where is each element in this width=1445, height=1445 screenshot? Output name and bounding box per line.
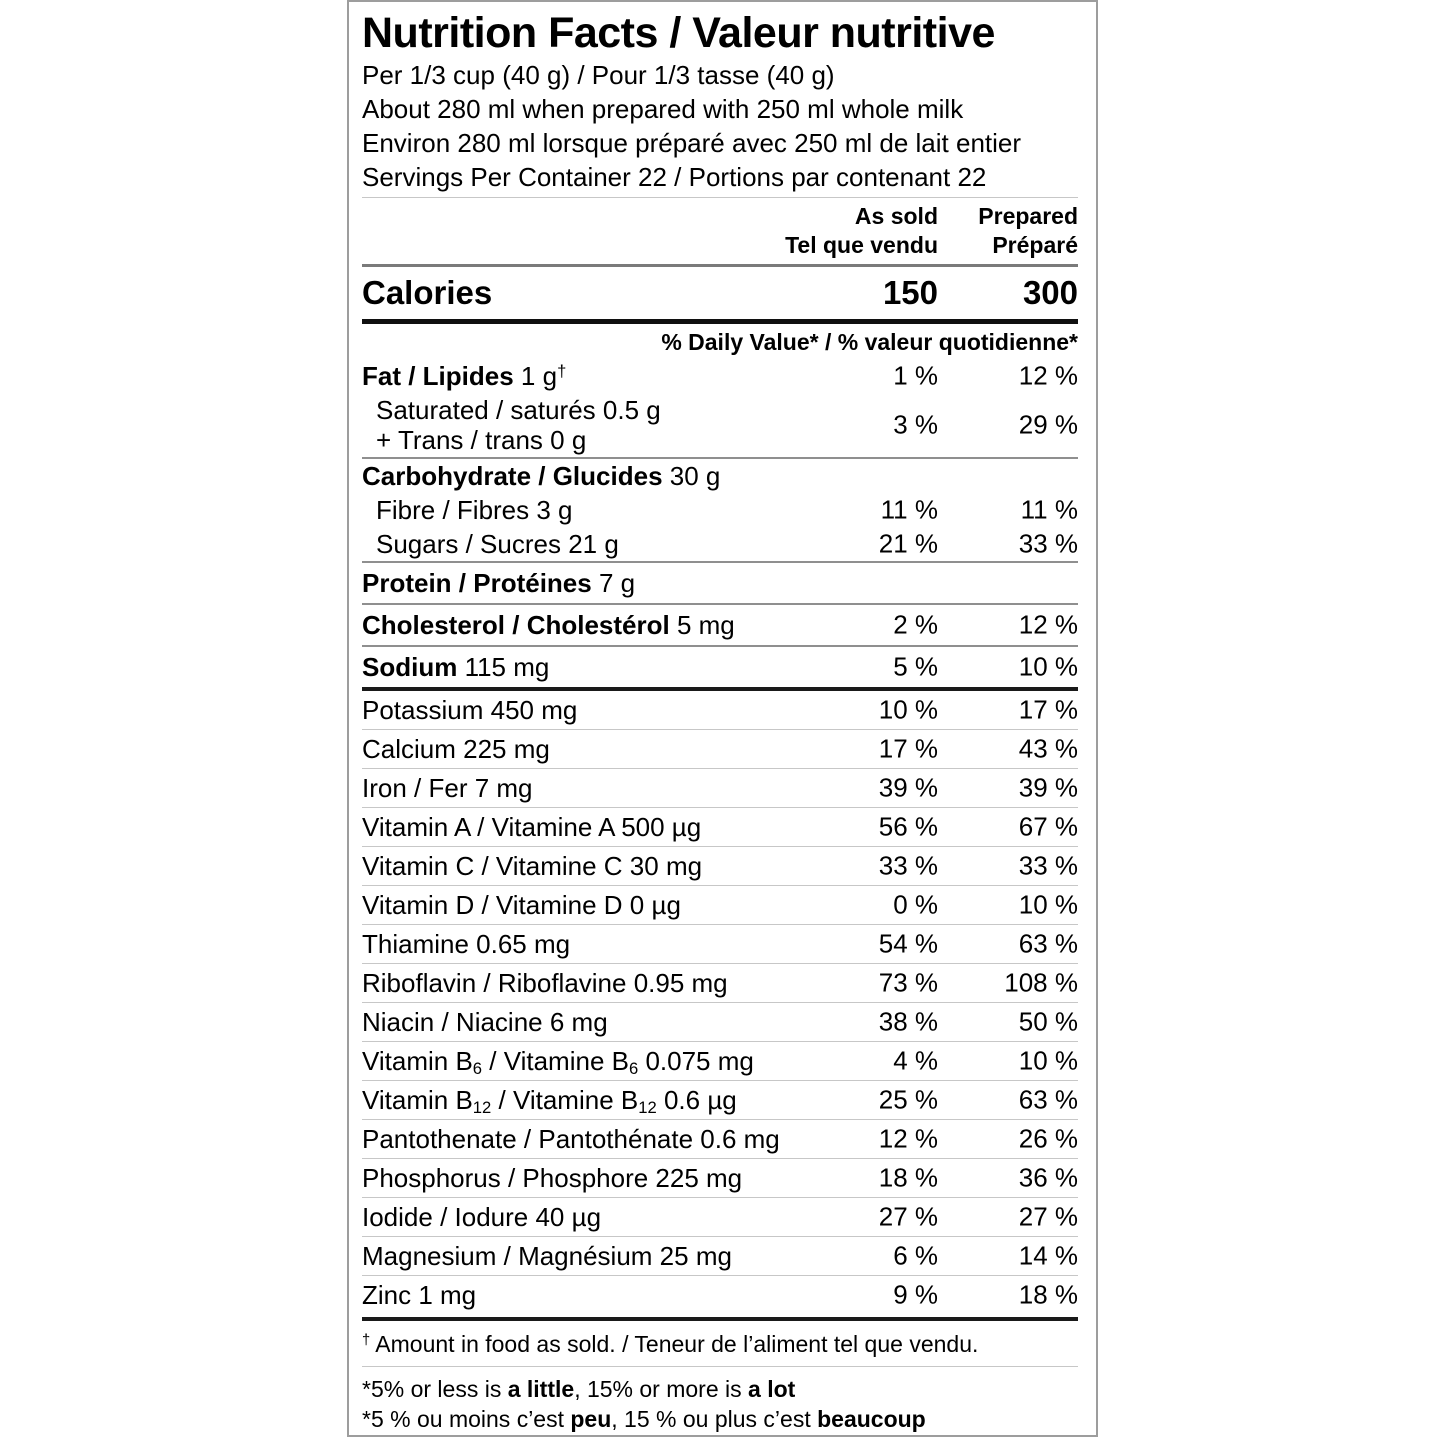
nutrient-name: Zinc 1 mg xyxy=(362,1280,477,1310)
prepared-value: 33 % xyxy=(1018,850,1078,881)
prepared-value: 39 % xyxy=(1018,772,1078,803)
footnote-star-en: *5% or less is a little, 15% or more is a lot xyxy=(362,1376,796,1402)
as-sold-value: 12 % xyxy=(878,1123,938,1154)
as-sold-value: 27 % xyxy=(878,1201,938,1232)
nutrient-name: Vitamin $B_6$ / Vitamine $B_6$ 0.075 mg xyxy=(362,1046,754,1079)
nutrient-name: Potassium 450 mg xyxy=(362,695,578,725)
nutrient-name: Fibre / Fibres 3 g xyxy=(376,495,573,525)
as-sold-value: 2 % xyxy=(893,609,938,640)
nutrient-name: Thiamine 0.65 mg xyxy=(362,929,571,959)
prepared-value: 63 % xyxy=(1018,928,1078,959)
prepared-value: 29 % xyxy=(1018,409,1078,440)
as-sold-value: 10 % xyxy=(878,694,938,725)
prepared-value: 12 % xyxy=(1018,360,1078,391)
servings-per-container-line: Servings Per Container 22 / Portions par contenant 22 xyxy=(362,162,987,192)
prepared-label-fr: Préparé xyxy=(992,232,1078,258)
as-sold-value: 0 % xyxy=(893,889,938,920)
footnote-star-fr: *5 % ou moins c’est peu, 15 % ou plus c’est beaucoup xyxy=(362,1406,926,1432)
nutrition-facts-label xyxy=(347,0,1098,1437)
prepared-value: 14 % xyxy=(1018,1240,1078,1271)
nutrient-row xyxy=(362,1237,1078,1275)
calories-as-sold-value: 150 xyxy=(882,274,938,311)
prepared-value: 10 % xyxy=(1018,651,1078,682)
prepared-value: 108 % xyxy=(1004,967,1078,998)
as-sold-value: 1 % xyxy=(893,360,938,391)
nutrient-name: Vitamin D / Vitamine D 0 µg xyxy=(362,890,681,920)
nutrient-name: Magnesium / Magnésium 25 mg xyxy=(362,1241,732,1271)
prepared-volume-line-fr: Environ 280 ml lorsque préparé avec 250 ml de lait entier xyxy=(362,128,1022,158)
nutrient-name: Pantothenate / Pantothénate 0.6 mg xyxy=(362,1124,780,1154)
prepared-value: 50 % xyxy=(1018,1006,1078,1037)
nutrient-name: Sodium 115 mg xyxy=(362,652,550,682)
header-divider xyxy=(362,197,1078,198)
daily-value-header: % Daily Value* / % valeur quotidienne* xyxy=(661,329,1078,355)
as-sold-value: 73 % xyxy=(878,967,938,998)
as-sold-value: 21 % xyxy=(878,528,938,559)
nutrient-row xyxy=(362,563,1078,603)
nutrient-row xyxy=(362,393,1078,457)
prepared-label-en: Prepared xyxy=(978,203,1078,229)
nutrient-name: Saturated / saturés 0.5 g + Trans / trans 0 g xyxy=(376,395,661,455)
as-sold-value: 9 % xyxy=(893,1279,938,1310)
column-headers xyxy=(362,202,1078,264)
nutrient-row xyxy=(362,1120,1078,1158)
calories-bottom-rule xyxy=(362,319,1078,324)
nutrient-row xyxy=(362,847,1078,885)
nutrient-row xyxy=(362,359,1078,393)
prepared-value: 26 % xyxy=(1018,1123,1078,1154)
nutrient-row xyxy=(362,964,1078,1002)
calories-prepared-value: 300 xyxy=(1022,274,1078,311)
footnote-stars xyxy=(362,1367,1078,1437)
serving-size-line: Per 1/3 cup (40 g) / Pour 1/3 tasse (40 g) xyxy=(362,60,835,90)
nutrient-row xyxy=(362,459,1078,493)
calories-label: Calories xyxy=(362,274,493,311)
prepared-value: 36 % xyxy=(1018,1162,1078,1193)
nutrient-row xyxy=(362,605,1078,645)
calories-top-rule xyxy=(362,264,1078,267)
as-sold-value: 6 % xyxy=(893,1240,938,1271)
as-sold-value: 38 % xyxy=(878,1006,938,1037)
prepared-value: 18 % xyxy=(1018,1279,1078,1310)
prepared-value: 10 % xyxy=(1018,889,1078,920)
nutrient-name: Carbohydrate / Glucides 30 g xyxy=(362,461,721,491)
prepared-value: 11 % xyxy=(1020,494,1078,525)
nutrient-row xyxy=(362,691,1078,729)
nutrient-name: Protein / Protéines 7 g xyxy=(362,568,636,598)
prepared-value: 63 % xyxy=(1018,1084,1078,1115)
nutrient-name: Vitamin $B_{12}$ / Vitamine $B_{12}$ 0.6 µg xyxy=(362,1085,737,1118)
nutrient-name: Vitamin A / Vitamine A 500 µg xyxy=(362,812,702,842)
as-sold-value: 4 % xyxy=(893,1045,938,1076)
as-sold-value: 11 % xyxy=(880,494,938,525)
nutrient-row xyxy=(362,1198,1078,1236)
nutrient-rows xyxy=(362,359,1078,1314)
prepared-value: 33 % xyxy=(1018,528,1078,559)
nutrient-row xyxy=(362,1042,1078,1080)
nutrient-row xyxy=(362,808,1078,846)
footnote-dagger: † Amount in food as sold. / Teneur de l’aliment tel que vendu. xyxy=(362,1331,979,1357)
nutrient-row xyxy=(362,1081,1078,1119)
as-sold-value: 25 % xyxy=(878,1084,938,1115)
nutrient-row xyxy=(362,493,1078,527)
nutrient-row xyxy=(362,1159,1078,1197)
calories-row xyxy=(362,269,1078,317)
prepared-value: 17 % xyxy=(1018,694,1078,725)
nutrient-name: Iron / Fer 7 mg xyxy=(362,773,533,803)
as-sold-label-fr: Tel que vendu xyxy=(785,232,938,258)
nutrient-name: Sugars / Sucres 21 g xyxy=(376,529,619,559)
as-sold-value: 3 % xyxy=(893,409,938,440)
nutrient-row xyxy=(362,730,1078,768)
as-sold-value: 56 % xyxy=(878,811,938,842)
as-sold-value: 54 % xyxy=(878,928,938,959)
prepared-value: 67 % xyxy=(1018,811,1078,842)
prepared-value: 12 % xyxy=(1018,609,1078,640)
nutrient-row xyxy=(362,1003,1078,1041)
nutrient-name: Iodide / Iodure 40 µg xyxy=(362,1202,602,1232)
nutrient-name: Cholesterol / Cholestérol 5 mg xyxy=(362,610,735,640)
nutrient-row xyxy=(362,527,1078,561)
prepared-value: 10 % xyxy=(1018,1045,1078,1076)
as-sold-value: 5 % xyxy=(893,651,938,682)
nutrient-row xyxy=(362,647,1078,687)
prepared-value: 43 % xyxy=(1018,733,1078,764)
nutrient-name: Fat / Lipides 1 g† xyxy=(362,361,567,391)
prepared-value: 27 % xyxy=(1018,1201,1078,1232)
as-sold-value: 39 % xyxy=(878,772,938,803)
as-sold-value: 33 % xyxy=(878,850,938,881)
nutrient-name: Calcium 225 mg xyxy=(362,734,550,764)
column-header-prepared xyxy=(978,202,1078,260)
as-sold-label-en: As sold xyxy=(854,203,938,229)
nutrient-row xyxy=(362,886,1078,924)
label-content xyxy=(349,2,1096,1437)
as-sold-value: 17 % xyxy=(878,733,938,764)
nutrient-row xyxy=(362,925,1078,963)
prepared-volume-line-en: About 280 ml when prepared with 250 ml whole milk xyxy=(362,94,964,124)
nutrient-row xyxy=(362,1276,1078,1314)
label-title: Nutrition Facts / Valeur nutritive xyxy=(362,9,995,57)
column-header-as-sold xyxy=(785,202,938,260)
nutrient-name: Vitamin C / Vitamine C 30 mg xyxy=(362,851,703,881)
nutrient-name: Niacin / Niacine 6 mg xyxy=(362,1007,608,1037)
nutrient-name: Riboflavin / Riboflavine 0.95 mg xyxy=(362,968,728,998)
footnote-top-rule xyxy=(362,1317,1078,1321)
nutrient-row xyxy=(362,769,1078,807)
as-sold-value: 18 % xyxy=(878,1162,938,1193)
nutrient-name: Phosphorus / Phosphore 225 mg xyxy=(362,1163,743,1193)
